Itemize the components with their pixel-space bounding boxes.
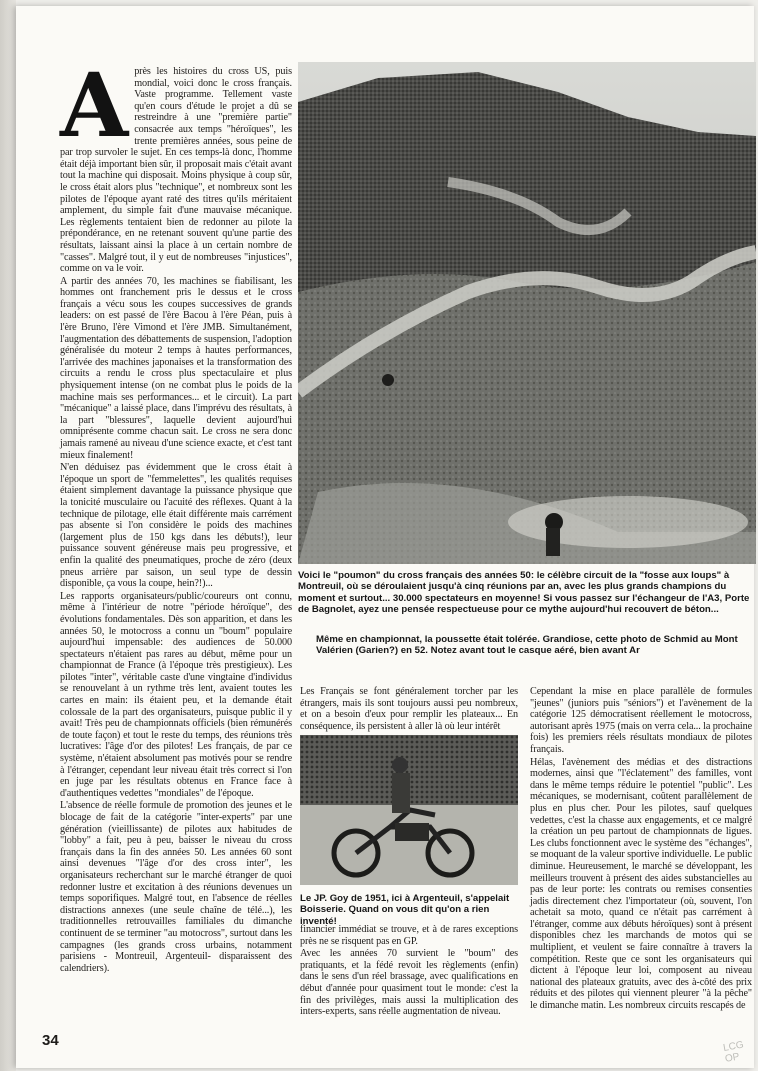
schmid-photo-caption: Même en championnat, la poussette était tolérée. Grandiose, cette photo de Schmid au Mont Valérien (Garien?) en 52. Notez avant tout le casque aéré, bien avant Ar xyxy=(316,634,738,657)
col1-paragraph: Les rapports organisateurs/public/coureurs ont connu, même à l'intérieur de notre "période héroïque", des évolutions fondamentales. Dès son apparition, et dans les années 50, le motocross a connu un "boum" populaire aujourd'hui impensable: des audiences de 50.000 spectateurs n'étaient pas rares au début, même pour un championnat de France (à l'époque très prestigieux). Les pilotes "inter", véritable caste d'une vingtaine d'individus se renouvelant à un rythme très lent, avaient toutes les cartes en main: ils étaient peu, et la demande était colossale de la part des organisateurs, puisque public il y avait! Très peu de championnats officiels (bien rémunérés de toute façon) et tout le reste du temps, des réunions très lucratives: l'âge d'or des pilotes! Les français, de par ce système, n'étaient absolument pas motivés pour se rendre à l'étranger, cependant leur niveau était très correct si l'on en juge par les résultats obtenus en France face à d'authentiques vedettes "mondiales" de l'époque. xyxy=(60,590,292,799)
goy-photo-caption: Le JP. Goy de 1951, ici à Argenteuil, s'appelait Boisserie. Quand on vous dit qu'on a rien inventé! xyxy=(300,893,510,927)
watermark-logo: LCG OP xyxy=(722,1039,745,1065)
article-column-1 xyxy=(60,53,292,975)
article-column-3 xyxy=(530,686,752,1013)
motorcycle-photo-illustration xyxy=(300,735,518,885)
col2-paragraph: Avec les années 70 survient le "boum" des pratiquants, et la fédé revoit les règlements (enfin) dans le sens d'un réel brassage, avec qualifications en début d'année pour quasiment tout le monde: c'est la fin des privilèges, mais aussi la multiplication des inters-experts, sans réelle augmentation de niveau. xyxy=(300,948,518,1018)
col2-top-paragraph: Les Français se font généralement torcher par les étrangers, mais ils sont toujours aussi peu nombreux, et on a besoin d'eux pour remplir les plateaux... En conséquence, ils persistent à aller là où leur intérêt xyxy=(300,686,518,732)
col3-paragraph: Hélas, l'avènement des médias et des distractions modernes, ainsi que "l'éclatement" des familles, vont dans le même temps réduire le potentiel "public". Les mécaniques, se modernisant, coûtent parallèlement de plus en plus cher. Pour les pilotes, sauf quelques vedettes, c'est la chasse aux engagements, et ce malgré la création un peu partout de championnats de ligues. Les clubs fonctionnent avec le système des "échanges", se moquant de la valeur sportive individuelle. Le public diminue. Heureusement, le marché se développant, les meilleurs trouvent à présent des aides substancielles au pas de leur porte: les contrats ou remises consenties jadis directement chez l'importateur (où, souvent, l'on achetait sa moto, quand ce n'était pas carrément à l'étranger, comme aux débuts héroïques) sont à présent disponibles chez les marchands de motos qui se multiplient, et veulent se faire connaître à travers la compétition. Reste que ce sont les organisateurs qui dictent à l'époque leur loi, composent au niveau national des plateaux gratuits, avec des à-côté des prix réduits et des pilotes qui viennent pleurer "à la pêche" le dimanche matin. Les nombreux circuits rescapés de xyxy=(530,756,752,1012)
article-column-2-bottom xyxy=(300,924,518,1019)
col1-paragraph: L'absence de réelle formule de promotion des jeunes et le blocage de fait de la catégorie "inter-experts" par une génération (vieillissante) de pilotes aux habitudes de "lobby" a fait, peu à peu, baisser le niveau du cross français dans la fin des années 50. Les années 60 sont ainsi devenues "l'âge d'or des cross inter", les organisateurs recherchant sur le marché étranger de quoi redonner lustre et excitation à des réunions devenues un temps soporifiques. Malgré tout, en l'absence de réelles distractions annexes (une seule chaîne de télé...), les traditionnelles retrouvailles familiales du dimanche continuent de se terminer "au motocross", surtout dans les campagnes (les grands cross urbains, notamment parisiens - Montreuil, Argenteuil- disparaissent des calendriers). xyxy=(60,800,292,974)
goy-argenteuil-photo xyxy=(300,735,518,885)
article-column-2 xyxy=(300,686,518,733)
col1-paragraph: N'en déduisez pas évidemment que le cross était à l'époque un sport de "femmelettes", les qualités requises étaient simplement davantage la puissance physique que la tonicité musculaire ou l'acuité des réflexes. Quant à la technique de pilotage, elle était différente mais carrément pas absente si l'on considère le poids des machines (largement plus de 150 kgs dans les débuts!), leur puissance souvent généreuse mais peu progressive, et enfin la qualité des pneumatiques, proche de zéro (deux pneus arrière par saison, un seul type de dessin disponible, ça vous la coupe, hein?!)... xyxy=(60,462,292,590)
col1-paragraph: A partir des années 70, les machines se fiabilisant, les hommes ont franchement pris le dessus et le cross français a vécu sous les coupes successives de grands leaders: on est passé de l'ère Bacou à l'ère Péan, puis à l'ère Bruno, l'ère Vimond et l'ère JMB. Simultanément, l'augmentation des débattements de suspension, l'adoption généralisée du moteur 2 temps à hautes performances, l'arrivée des machines japonaises et la transformation des circuits a rendu le cross plus spectaculaire et plus physiquement intense (on ne combat plus le poids de la machine mais ses performances... et le circuit). La part "mécanique" a laissé place, dans l'imprévu des résultats, à la part "blessures", laquelle devient aujourd'hui omniprésente comme chacun sait. Le cross ne sera donc jamais ramené au niveau d'une science exacte, et c'est tant mieux finalement! xyxy=(60,275,292,461)
page-number: 34 xyxy=(42,1032,59,1049)
circuit-photo-illustration xyxy=(298,62,756,564)
main-photo-montreuil-circuit xyxy=(298,62,756,564)
dropcap-letter: A xyxy=(60,53,129,157)
col2-paragraph: financier immédiat se trouve, et à de rares exceptions près ne se risquent pas en GP. xyxy=(300,924,518,947)
main-photo-caption: Voici le "poumon" du cross français des années 50: le célèbre circuit de la "fosse aux loups" à Montreuil, où se déroulaient jusqu'à cinq réunions par an, avec les plus grands champions du moment et surtout... 30.000 spectateurs en moyenne! Si vous passez sur l'échangeur de l'A3, Porte de Bagnolet, ayez une pensée respectueuse pour ce mythe aujourd'hui recouvert de béton... xyxy=(298,570,750,616)
col3-paragraph: Cependant la mise en place parallèle de formules "jeunes" (juniors puis "séniors") et l'avènement de la catégorie 125 démocratisent réellement le motocross, autorisant après 1975 (mais on verra cela... la prochaine fois) les premiers réels résultats mondiaux de pilotes français. xyxy=(530,686,753,755)
col1-paragraph: près les histoires du cross US, puis mondial, voici donc le cross français. Vaste programme. Tellement vaste qu'en cours d'étude le projet a dû se restreindre à une "première partie" consacrée aux temps "héroïques", les trente premières années, sous peine de par trop survoler le sujet. En ces temps-là donc, l'homme était déjà important bien sûr, il proposait mais c'était avant tout la machine qui disposait. Moins physique à coup sûr, le cross était alors plus "technique", et nombreux sont les pilotes de l'époque ayant raté des titres qu'ils méritaient amplement, du simple fait d'une mauvaise mécanique. Les règlements tentaient bien de redonner au pilote la prépondérance, en ne retenant souvent qu'une partie des résultats, laissant ainsi la place à un certain nombre de "casses". Malgré tout, il y eut de nombreuses "injustices", comme on va le voir. xyxy=(60,66,292,275)
page-binding-edge xyxy=(0,0,16,1071)
